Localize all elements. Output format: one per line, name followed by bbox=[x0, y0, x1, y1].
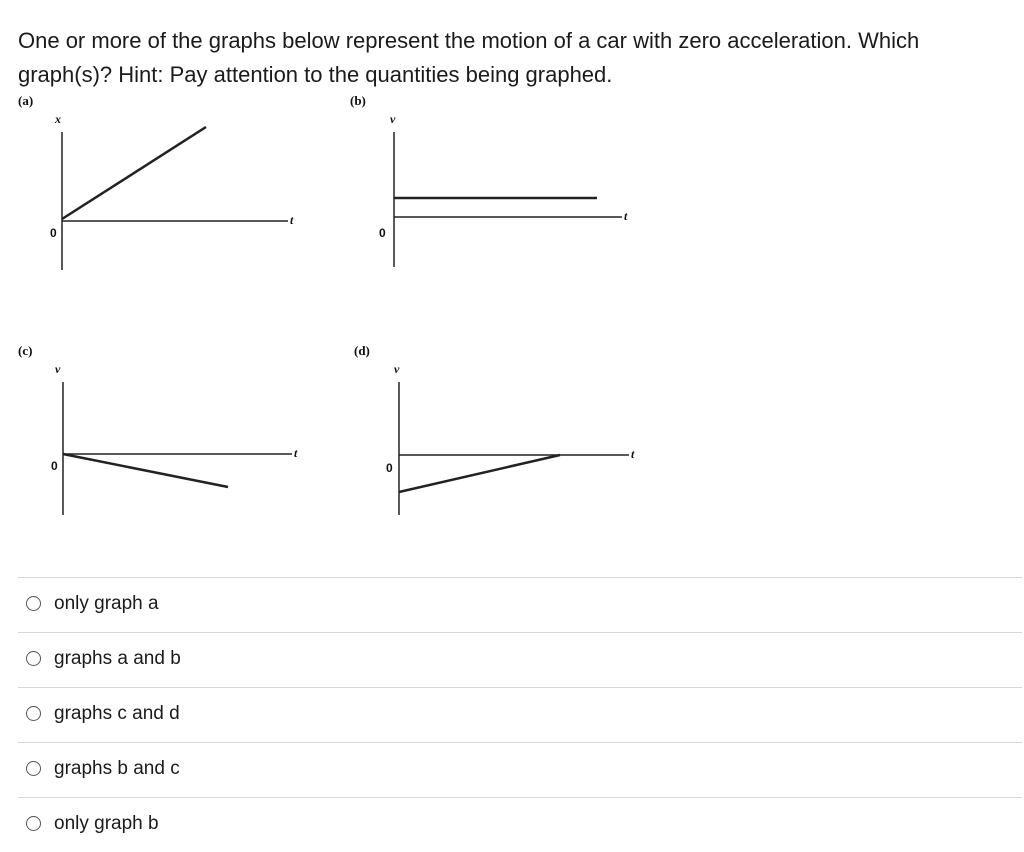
option-graphs-c-and-d[interactable] bbox=[18, 687, 1022, 742]
graph-b-label: (b) bbox=[350, 93, 366, 108]
option-label[interactable]: graphs a and b bbox=[54, 648, 181, 669]
graph-c-origin-label: 0 bbox=[51, 459, 58, 473]
graph-b bbox=[350, 93, 628, 267]
option-graphs-b-and-c[interactable] bbox=[18, 742, 1022, 797]
graph-d-line bbox=[399, 455, 560, 492]
graph-a-line bbox=[62, 127, 206, 219]
graph-d-y-axis-label: v bbox=[394, 362, 400, 376]
option-label[interactable]: only graph a bbox=[54, 593, 159, 614]
answer-options bbox=[18, 577, 1022, 852]
option-label[interactable]: only graph b bbox=[54, 813, 159, 834]
radio-button[interactable] bbox=[26, 761, 41, 776]
graph-a-origin-label: 0 bbox=[50, 226, 57, 240]
graph-d-origin-label: 0 bbox=[386, 461, 393, 475]
graph-c-t-axis-label: t bbox=[294, 446, 298, 460]
radio-button[interactable] bbox=[26, 651, 41, 666]
graph-c bbox=[18, 343, 298, 515]
option-label[interactable]: graphs b and c bbox=[54, 758, 180, 779]
graph-d-t-axis-label: t bbox=[631, 447, 635, 461]
graph-a bbox=[18, 93, 294, 270]
graph-b-origin-label: 0 bbox=[379, 226, 386, 240]
radio-button[interactable] bbox=[26, 816, 41, 831]
graph-c-line bbox=[63, 454, 228, 487]
graph-a-label: (a) bbox=[18, 93, 34, 108]
option-only-graph-a[interactable] bbox=[18, 577, 1022, 632]
option-only-graph-b[interactable] bbox=[18, 797, 1022, 852]
graph-d bbox=[354, 343, 635, 515]
option-label[interactable]: graphs c and d bbox=[54, 703, 180, 724]
radio-button[interactable] bbox=[26, 596, 41, 611]
option-graphs-a-and-b[interactable] bbox=[18, 632, 1022, 687]
graph-d-label: (d) bbox=[354, 343, 370, 358]
graph-c-label: (c) bbox=[18, 343, 33, 358]
graph-a-y-axis-label: x bbox=[55, 112, 61, 126]
question-text: One or more of the graphs below represent the motion of a car with zero acceleration. Which graph(s)? Hint: Pay attention to the quantities being graphed. bbox=[18, 28, 920, 87]
graph-c-y-axis-label: v bbox=[55, 362, 61, 376]
graph-b-t-axis-label: t bbox=[624, 209, 628, 223]
graph-b-y-axis-label: v bbox=[390, 112, 396, 126]
graph-a-t-axis-label: t bbox=[290, 213, 294, 227]
radio-button[interactable] bbox=[26, 706, 41, 721]
